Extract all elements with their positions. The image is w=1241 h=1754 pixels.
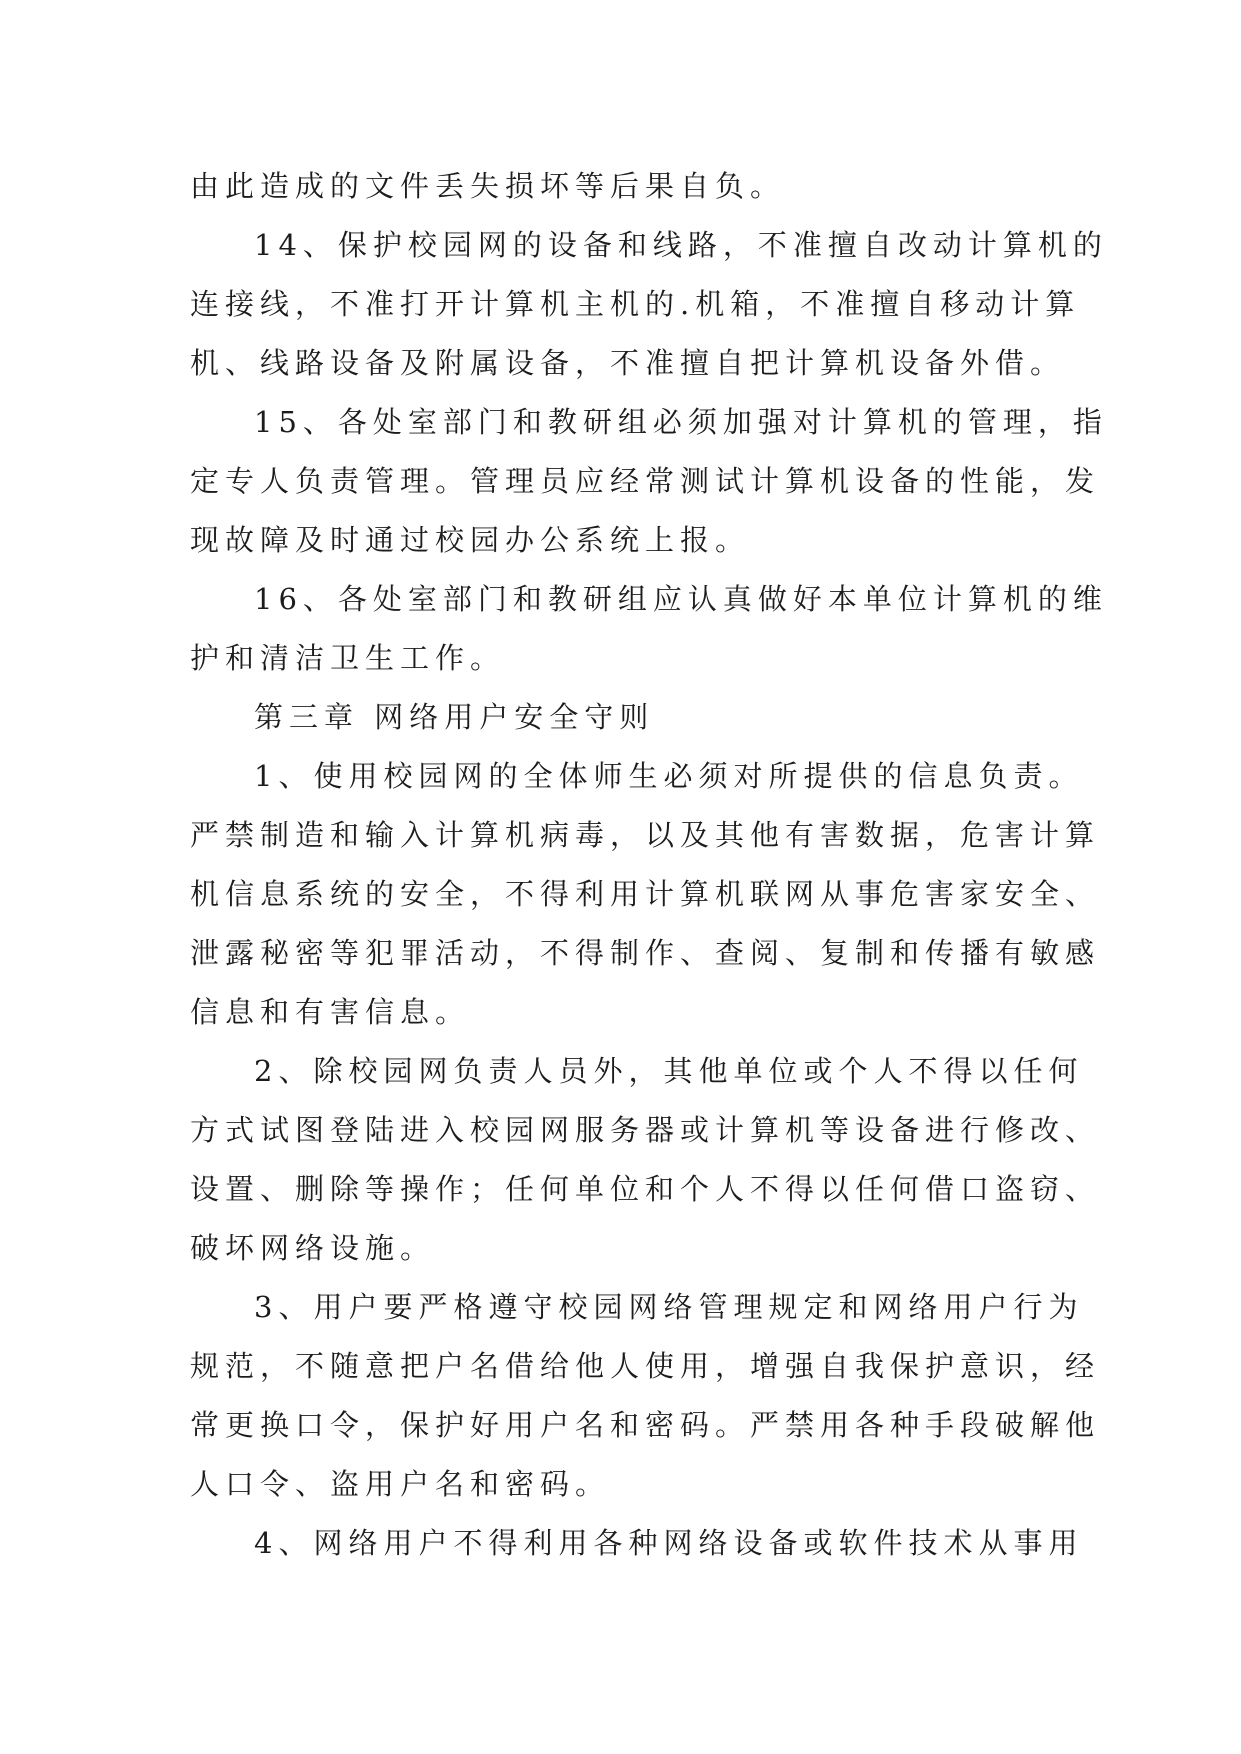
text-line: 常更换口令，保护好用户名和密码。严禁用各种手段破解他 (190, 1408, 1101, 1442)
text-line: 严禁制造和输入计算机病毒，以及其他有害数据，危害计算 (190, 818, 1101, 852)
text-line: 4、网络用户不得利用各种网络设备或软件技术从事用 (254, 1526, 1084, 1560)
text-line: 现故障及时通过校园办公系统上报。 (190, 523, 751, 557)
text-line: 2、除校园网负责人员外，其他单位或个人不得以任何 (254, 1054, 1084, 1088)
text-line: 人口令、盗用户名和密码。 (190, 1467, 611, 1501)
paragraph-rule-3 (190, 1278, 1101, 1514)
text-line: 3、用户要严格遵守校园网络管理规定和网络用户行为 (254, 1290, 1084, 1324)
paragraph-item-14 (190, 216, 1108, 393)
text-line: 设置、删除等操作；任何单位和个人不得以任何借口盗窃、 (190, 1172, 1101, 1206)
paragraph-rule-1 (190, 747, 1101, 1042)
paragraph-rule-2 (190, 1042, 1101, 1278)
paragraph-rule-4 (190, 1514, 1084, 1573)
text-line: 护和清洁卫生工作。 (190, 641, 506, 675)
text-line: 规范，不随意把户名借给他人使用，增强自我保护意识，经 (190, 1349, 1101, 1383)
text-line: 方式试图登陆进入校园网服务器或计算机等设备进行修改、 (190, 1113, 1101, 1147)
text-line: 14、保护校园网的设备和线路，不准擅自改动计算机的 (254, 228, 1108, 262)
chapter-heading (190, 688, 1050, 747)
text-line: 1、使用校园网的全体师生必须对所提供的信息负责。 (254, 759, 1084, 793)
text-line: 定专人负责管理。管理员应经常测试计算机设备的性能，发 (190, 464, 1101, 498)
text-line: 破坏网络设施。 (190, 1231, 436, 1265)
paragraph-item-15 (190, 393, 1108, 570)
text-line: 机信息系统的安全，不得利用计算机联网从事危害家安全、 (190, 877, 1101, 911)
text-line: 由此造成的文件丢失损坏等后果自负。 (190, 169, 786, 203)
text-line: 信息和有害信息。 (190, 995, 471, 1029)
text-line: 机、线路设备及附属设备，不准擅自把计算机设备外借。 (190, 346, 1066, 380)
text-line: 泄露秘密等犯罪活动，不得制作、查阅、复制和传播有敏感 (190, 936, 1101, 970)
paragraph-item-16 (190, 570, 1108, 688)
paragraph-continuation (190, 157, 1050, 216)
text-line: 15、各处室部门和教研组必须加强对计算机的管理，指 (254, 405, 1108, 439)
text-line: 16、各处室部门和教研组应认真做好本单位计算机的维 (254, 582, 1108, 616)
text-line: 连接线，不准打开计算机主机的.机箱，不准擅自移动计算 (190, 287, 1081, 321)
document-body (190, 157, 1108, 1573)
chapter-title: 第三章 网络用户安全守则 (254, 700, 655, 734)
